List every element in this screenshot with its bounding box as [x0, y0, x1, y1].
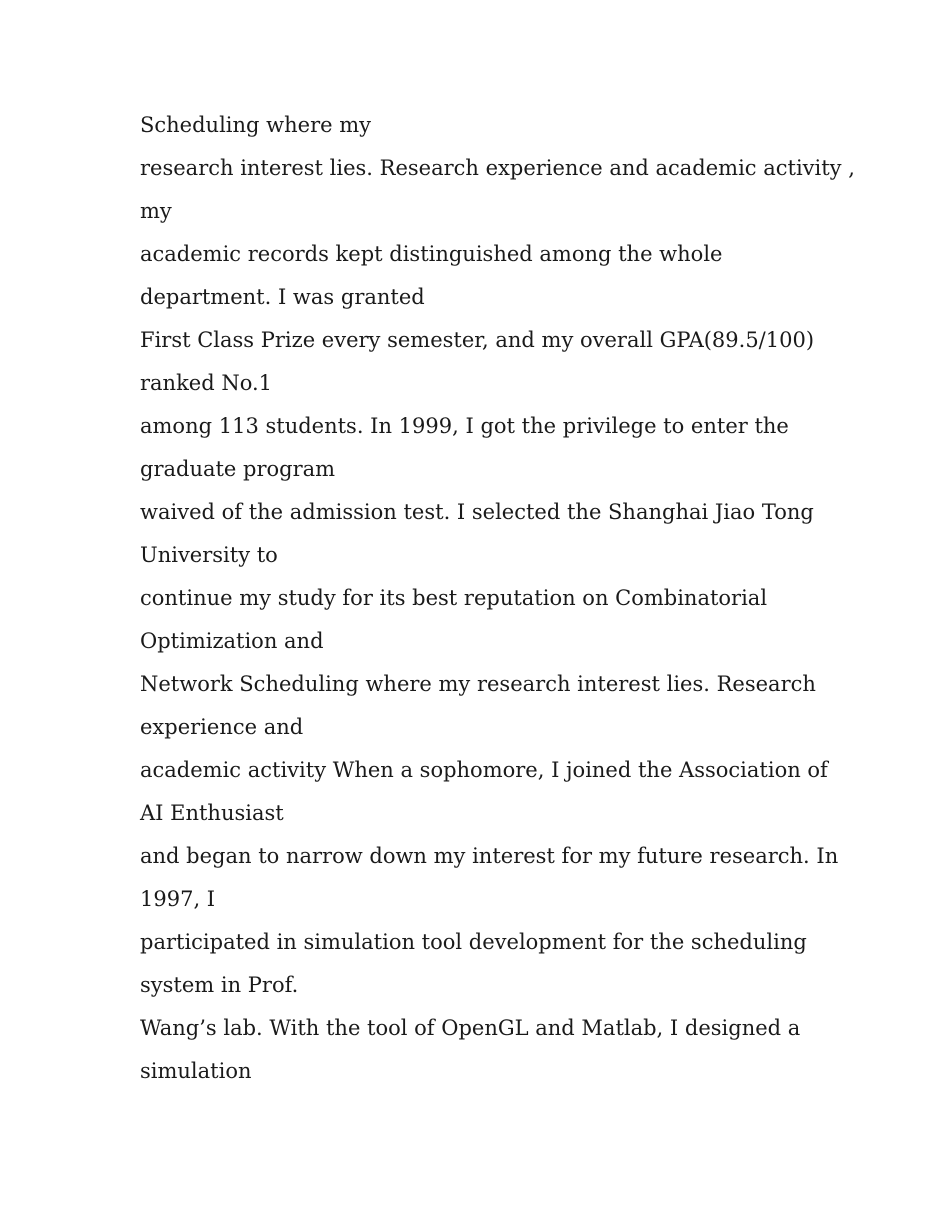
document-body-text [140, 104, 855, 1093]
text-line: simulation [140, 1059, 252, 1083]
text-line: Network Scheduling where my research interest lies. Research [140, 672, 816, 696]
text-line: my [140, 199, 172, 223]
text-line: Scheduling where my [140, 113, 371, 137]
text-line: and began to narrow down my interest for my future research. In [140, 844, 839, 868]
text-line: among 113 students. In 1999, I got the privilege to enter the [140, 414, 789, 438]
text-line: Wang’s lab. With the tool of OpenGL and Matlab, I designed a [140, 1016, 801, 1040]
text-line: department. I was granted [140, 285, 425, 309]
text-line: continue my study for its best reputation on Combinatorial [140, 586, 768, 610]
text-line: participated in simulation tool development for the scheduling [140, 930, 807, 954]
text-line: Optimization and [140, 629, 324, 653]
text-line: system in Prof. [140, 973, 299, 997]
text-line: graduate program [140, 457, 336, 481]
text-line: First Class Prize every semester, and my overall GPA(89.5/100) [140, 328, 815, 352]
text-line: academic activity When a sophomore, I joined the Association of [140, 758, 828, 782]
text-line: 1997, I [140, 887, 216, 911]
text-line: ranked No.1 [140, 371, 273, 395]
text-line: AI Enthusiast [140, 801, 284, 825]
text-line: University to [140, 543, 278, 567]
text-line: experience and [140, 715, 304, 739]
text-line: academic records kept distinguished among the whole [140, 242, 723, 266]
text-line: waived of the admission test. I selected the Shanghai Jiao Tong [140, 500, 814, 524]
text-line: research interest lies. Research experience and academic activity , [140, 156, 855, 180]
